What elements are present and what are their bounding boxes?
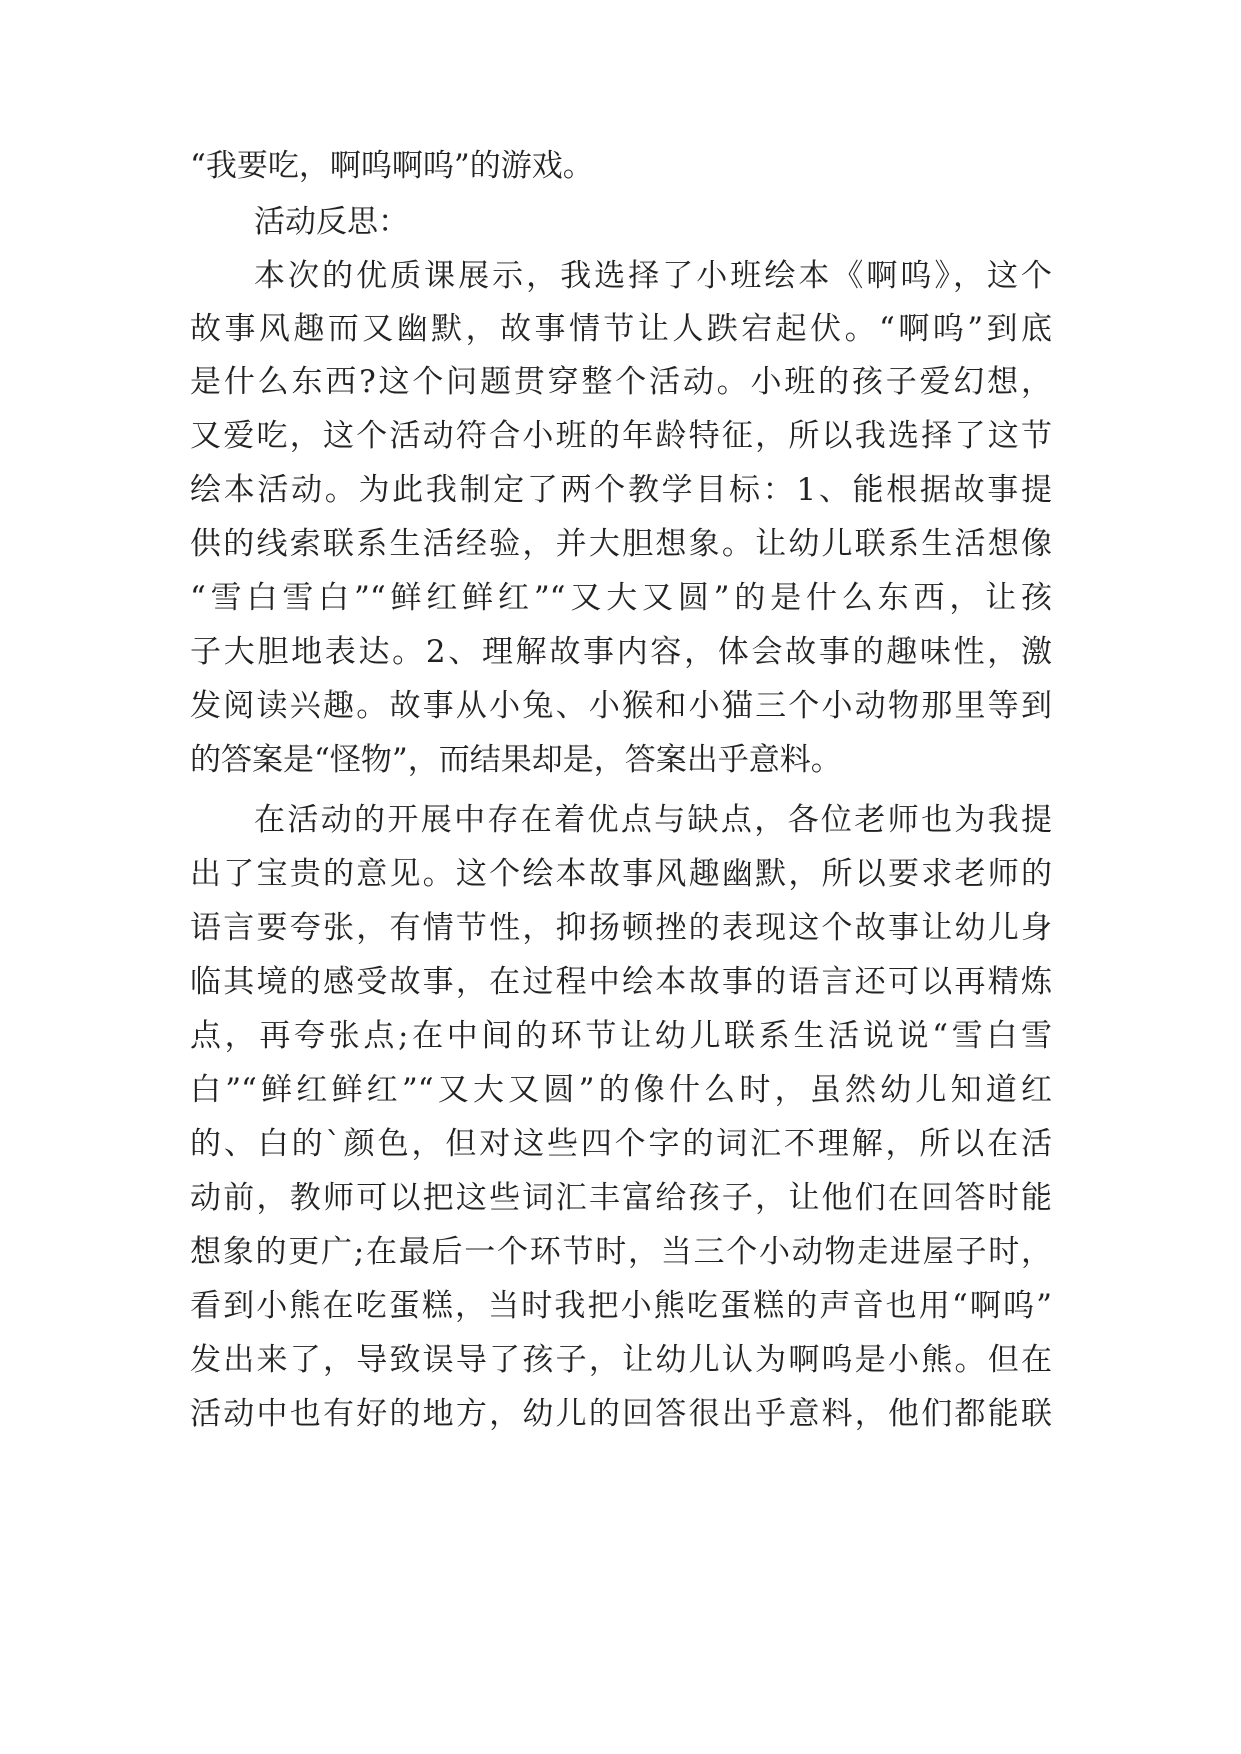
text-line-11: 发阅读兴趣。故事从小兔、小猴和小猫三个小动物那里等到 (190, 688, 1052, 724)
text-line-8: 供的线索联系生活经验，并大胆想象。让幼儿联系生活想像 (190, 526, 1052, 562)
text-line-14: 出了宝贵的意见。这个绘本故事风趣幽默，所以要求老师的 (190, 856, 1052, 892)
text-line-21: 想象的更广;在最后一个环节时，当三个小动物走进屋子时， (190, 1234, 1052, 1270)
text-line-10: 子大胆地表达。2、理解故事内容，体会故事的趣味性，激 (190, 634, 1052, 670)
text-line-20: 动前，教师可以把这些词汇丰富给孩子，让他们在回答时能 (190, 1180, 1052, 1216)
text-line-6: 又爱吃，这个活动符合小班的年龄特征，所以我选择了这节 (190, 418, 1052, 454)
text-line-22: 看到小熊在吃蛋糕，当时我把小熊吃蛋糕的声音也用“啊呜” (190, 1288, 1052, 1324)
text-line-3: 本次的优质课展示，我选择了小班绘本《啊呜》，这个 (254, 258, 1052, 294)
text-line-7: 绘本活动。为此我制定了两个教学目标：1、能根据故事提 (190, 472, 1052, 508)
text-line-4: 故事风趣而又幽默，故事情节让人跌宕起伏。“啊呜”到底 (190, 311, 1052, 347)
text-line-1: “我要吃，啊呜啊呜”的游戏。 (190, 148, 594, 184)
text-line-5: 是什么东西?这个问题贯穿整个活动。小班的孩子爱幻想， (190, 364, 1052, 400)
text-line-19: 的、白的`颜色，但对这些四个字的词汇不理解，所以在活 (190, 1126, 1052, 1162)
text-line-12: 的答案是“怪物”，而结果却是，答案出乎意料。 (190, 742, 842, 778)
section-heading-reflection: 活动反思： (254, 204, 409, 240)
text-line-23: 发出来了，导致误导了孩子，让幼儿认为啊呜是小熊。但在 (190, 1342, 1052, 1378)
text-line-9: “雪白雪白”“鲜红鲜红”“又大又圆”的是什么东西，让孩 (190, 580, 1052, 616)
text-line-17: 点，再夸张点;在中间的环节让幼儿联系生活说说“雪白雪 (190, 1018, 1052, 1054)
text-line-16: 临其境的感受故事，在过程中绘本故事的语言还可以再精炼 (190, 964, 1052, 1000)
text-line-15: 语言要夸张，有情节性，抑扬顿挫的表现这个故事让幼儿身 (190, 910, 1052, 946)
text-line-13: 在活动的开展中存在着优点与缺点，各位老师也为我提 (254, 802, 1052, 838)
text-line-24: 活动中也有好的地方，幼儿的回答很出乎意料，他们都能联 (190, 1396, 1052, 1432)
text-line-18: 白”“鲜红鲜红”“又大又圆”的像什么时，虽然幼儿知道红 (190, 1072, 1052, 1108)
